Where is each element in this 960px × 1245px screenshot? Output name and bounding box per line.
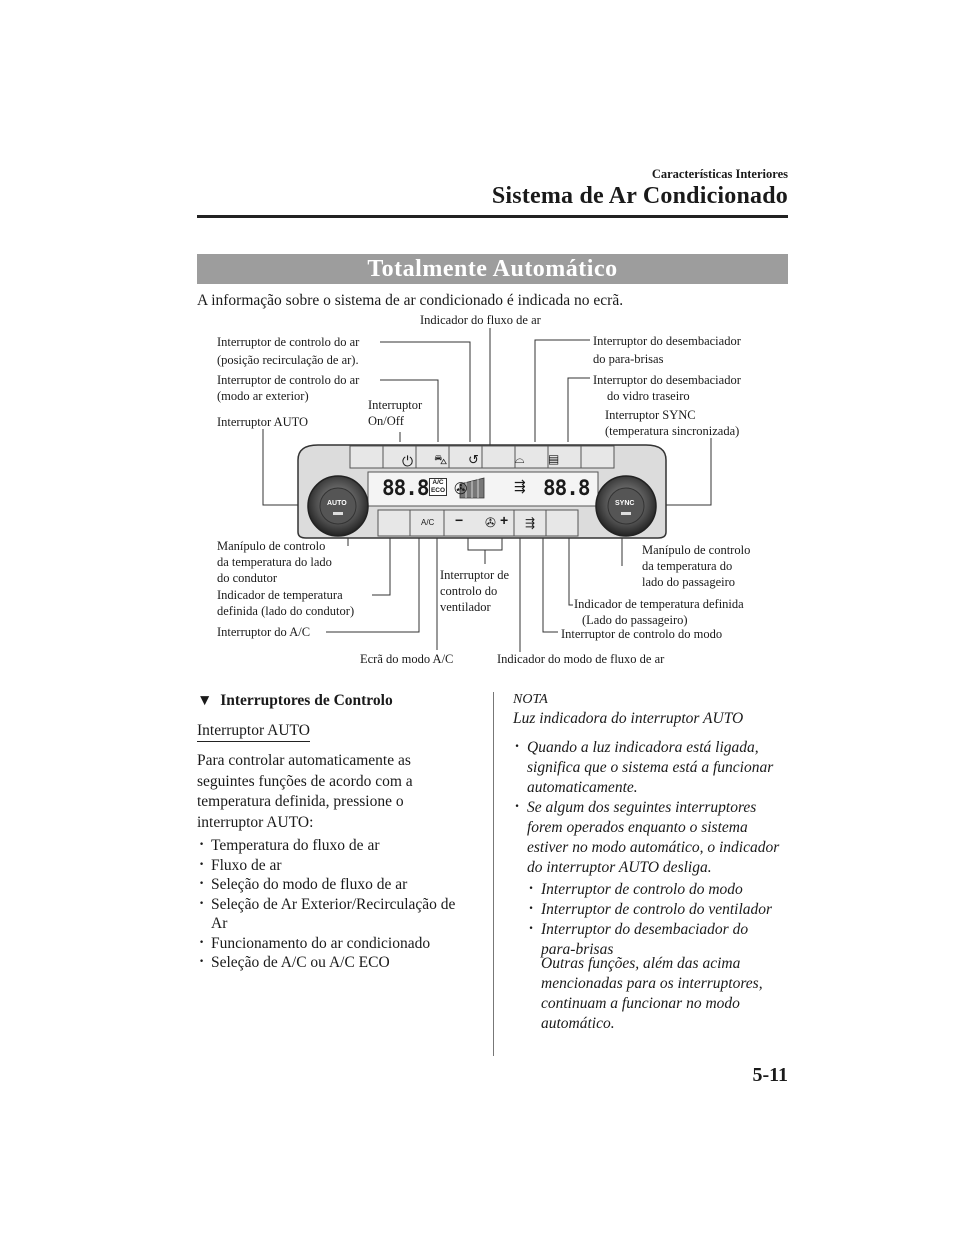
label-pass-dial-line2: da temperatura do [642, 559, 733, 573]
mode-button-icon: ⇶ [525, 516, 536, 530]
label-driver-temp-line1: Indicador de temperatura [217, 588, 343, 602]
label-fan-line1: Interruptor de [440, 568, 510, 582]
label-recirc-line2: (posição recirculação de ar). [217, 353, 359, 367]
para-line: seguintes funções de acordo com a [197, 772, 413, 790]
label-pass-dial-line3: lado do passageiro [642, 575, 736, 589]
sync-knob-label: SYNC [615, 500, 635, 507]
note-line: forem operados enquanto o sistema [527, 819, 748, 836]
auto-knob-label: AUTO [327, 500, 347, 507]
label-rear-line2: do vidro traseiro [607, 389, 690, 403]
label-auto-switch: Interruptor AUTO [217, 415, 309, 429]
note-sub-bullets [527, 880, 777, 960]
label-driver-dial [217, 538, 332, 586]
ac-eco-display [429, 478, 447, 496]
label-passenger-dial [642, 542, 750, 590]
note-line: estiver no modo automático, o indicador [527, 839, 780, 856]
label-recirc-line1: Interruptor de controlo do ar [217, 335, 360, 349]
list-item [513, 738, 793, 798]
label-onoff-line1: Interruptor [368, 398, 423, 412]
label-windshield-defrost [593, 333, 741, 367]
label-windshield-line2: do para-brisas [593, 352, 664, 366]
label-rear-line1: Interruptor do desembaciador [593, 373, 741, 387]
column-divider [493, 692, 494, 1056]
label-airflow-mode-indicator: Indicador do modo de fluxo de ar [497, 652, 665, 666]
label-recirculation [217, 334, 359, 368]
list-item: · Interruptor de controlo do modo [527, 880, 777, 900]
para-line: interruptor AUTO: [197, 813, 314, 831]
section-title-text: Interruptores de Controlo [220, 692, 393, 709]
fan-button-icon: ✇ [485, 516, 496, 531]
list-item: · Seleção de A/C ou A/C ECO [197, 953, 473, 973]
para-line: temperatura definida, pressione o [197, 793, 404, 810]
windshield-defrost-icon: ⌓ [515, 452, 525, 466]
label-rear-defrost [593, 372, 741, 404]
label-windshield-line1: Interruptor do desembaciador [593, 334, 741, 348]
outside-air-icon: ⛍ [434, 453, 448, 468]
ac-button-label: A/C [421, 518, 435, 527]
label-passenger-temp [574, 596, 744, 628]
label-pass-temp-line1: Indicador de temperatura definida [574, 597, 744, 611]
label-onoff-line2: On/Off [368, 414, 404, 428]
list-item: · Fluxo de ar [197, 856, 473, 876]
label-sync-switch [605, 407, 739, 439]
label-fan-switch [440, 567, 509, 615]
label-outside-air [217, 372, 359, 404]
recirculation-icon: ↺ [468, 453, 479, 468]
note-title: NOTA [513, 692, 548, 707]
note-line: continuam a funcionar no modo [541, 995, 740, 1012]
rear-defrost-icon: ▤ [548, 452, 560, 466]
note-line: · Se algum dos seguintes interruptores [527, 799, 757, 816]
label-outside-line1: Interruptor de controlo do ar [217, 373, 360, 387]
note-line: automático. [541, 1015, 615, 1032]
label-airflow-indicator: Indicador do fluxo de ar [420, 313, 541, 327]
label-outside-line2: (modo ar exterior) [217, 389, 309, 403]
list-item: · Seleção do modo de fluxo de ar [197, 875, 473, 895]
label-driver-dial-line1: Manípulo de controlo [217, 539, 326, 553]
note-bullets [513, 738, 793, 878]
note-subtitle: Luz indicadora do interruptor AUTO [513, 710, 744, 727]
control-panel [288, 440, 676, 540]
note-line: do interruptor AUTO desliga. [527, 859, 712, 876]
airflow-mode-icon: ⇶ [514, 479, 526, 495]
label-sync-line1: Interruptor SYNC [605, 408, 696, 422]
label-driver-temp [217, 587, 354, 619]
subheading-auto: Interruptor AUTO [197, 722, 310, 742]
page-number: 5-11 [752, 1064, 788, 1086]
running-header-section: Características Interiores [651, 167, 788, 181]
ac-eco-line1: A/C [432, 479, 444, 486]
note-closing [541, 954, 791, 1034]
note-line: significa que o sistema está a funcionar [527, 759, 774, 776]
section-marker-icon: ▼ [197, 692, 213, 709]
note-line: mencionadas para os interruptores, [541, 975, 763, 992]
label-fan-line2: controlo do [440, 584, 498, 598]
para-line: Para controlar automaticamente as [197, 752, 411, 769]
auto-paragraph [197, 751, 487, 833]
list-item: · Interruptor de controlo do ventilador [527, 900, 777, 920]
label-pass-dial-line1: Manípulo de controlo [642, 543, 751, 557]
section-banner: Totalmente Automático [197, 254, 788, 284]
label-pass-temp-line2: (Lado do passageiro) [582, 613, 688, 627]
label-fan-line3: ventilador [440, 600, 491, 614]
label-driver-dial-line3: do condutor [217, 571, 278, 585]
intro-text: A informação sobre o sistema de ar condicionado é indicada no ecrã. [197, 292, 624, 309]
auto-functions-list [197, 836, 473, 973]
list-item: · Seleção de Ar Exterior/Recirculação de Ar [197, 895, 473, 934]
ac-eco-line2: ECO [430, 487, 446, 494]
label-driver-dial-line2: da temperatura do lado [217, 555, 332, 569]
list-item: · Funcionamento do ar condicionado [197, 934, 473, 954]
label-sync-line2: (temperatura sincronizada) [605, 424, 740, 438]
list-item [513, 798, 793, 878]
label-mode-switch: Interruptor de controlo do modo [561, 627, 723, 641]
list-item: · Temperatura do fluxo de ar [197, 836, 473, 856]
fan-plus-label: + [500, 512, 509, 528]
running-header-title: Sistema de Ar Condicionado [491, 183, 788, 209]
section-title [197, 692, 393, 710]
passenger-temp-readout: 88.8 [543, 476, 590, 500]
label-ac-mode-display: Ecrã do modo A/C [360, 652, 454, 666]
note-line: · Quando a luz indicadora está ligada, [527, 739, 759, 756]
power-icon: ⏻ [402, 454, 414, 470]
note-line: automaticamente. [527, 779, 638, 796]
note-line: Outras funções, além das acima [541, 955, 741, 972]
list-item: · Interruptor do desembaciador do para-brisas [527, 920, 777, 960]
label-ac-switch: Interruptor do A/C [217, 625, 311, 639]
label-driver-temp-line2: definida (lado do condutor) [217, 604, 355, 618]
driver-temp-readout: 88.8 [382, 476, 429, 500]
label-onoff [368, 397, 422, 429]
fan-display-icon: ✇ [454, 479, 468, 498]
fan-minus-label: − [455, 512, 464, 528]
